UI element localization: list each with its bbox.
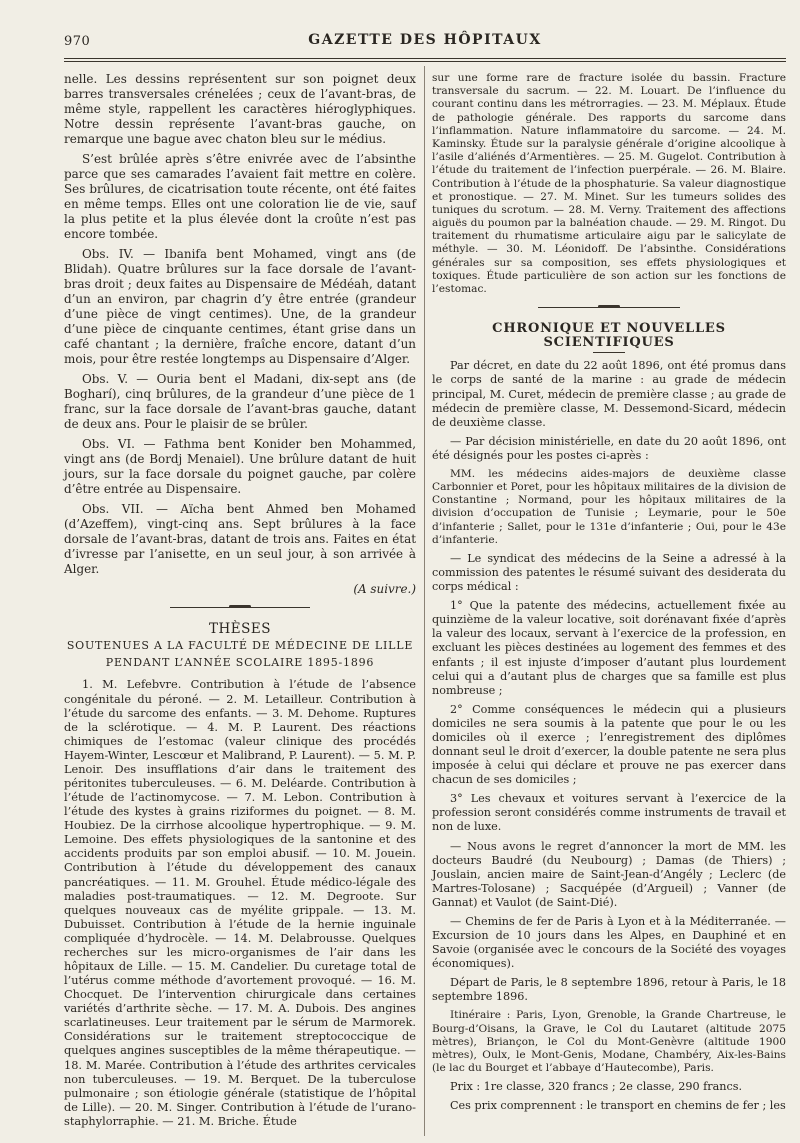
page-number: 970 [64,34,91,49]
section-ornament [432,302,786,314]
theses-subheading: SOUTENUES A LA FACULTÉ DE MÉDECINE DE LILLE [66,639,414,653]
observation-vii: Obs. VII. — Aïcha bent Ahmed ben Mohamed (d’Azeffem), vingt-cinq ans. Sept brûlures à la face dorsale de l’avant-bras, datant de trois ans. Faites en état d’ivresse par l’anisette, en un seul jour, à son arrivée à Alger. [64,501,416,576]
theses-list: 1. M. Lefebvre. Contribution à l’étude de l’absence congénitale du péroné. — 2. M. Letailleur. Contribution à l’étude du sarcome des enfants. — 3. M. Dehome. Ruptures de la sclérotique. — 4. M. P. Laurent. Des réactions chimiques de l’estomac (valeur clinique des procédés Hayem-Winter, Lescœur et Malibrand, P. Laurent). — 5. M. P. Lenoir. Des insufflations d’air dans le traitement des péritonites tuberculeuses. — 6. M. Deléarde. Contribution à l’étude de l’actinomycose. — 7. M. Lebon. Contribution à l’étude des kystes à grains riziformes du poignet. — 8. M. Houbiez. De la cirrhose alcoolique hypertrophique. — 9. M. Lemoine. Des effets physiologiques de la santonine et des accidents produits par son emploi abusif. — 10. M. Jouein. Contribution à l’étude du développement des canaux pancréatiques. — 11. M. Grouhel. Étude médico-légale des maladies post-traumatiques. — 12. M. Degroote. Sur quelques nouveaux cas de myélite grippale. — 13. M. Dubuisset. Contribution à l’étude de la hernie inguinale compliquée d’hydrocèle. — 14. M. Delabrousse. Quelques recherches sur les micro-organismes de l’air dans les hôpitaux de Lille. — 15. M. Candelier. Du curetage total de l’utérus comme méthode d’avortement provoqué. — 16. M. Chocquet. De l’intervention chirurgicale dans certaines variétés d’arthrite sèche. — 17. M. A. Dubois. Des angines scarlatineuses. Leur traitement par le sérum de Marmorek. Considérations sur le traitement streptococcique de quelques angines susceptibles de la même thérapeutique. — 18. M. Marée. Contribution à l’étude des arthrites cervicales non tuberculeuses. — 19. M. Berquet. De la tuberculose pulmonaire ; son étiologie générale (statistique de l’hôpital de Lille). — 20. M. Singer. Contribution à l’étude de l’urano-staphylorraphie. — 21. M. Briche. Étude [64,677,416,1128]
excursion-itinerary: Itinéraire : Paris, Lyon, Grenoble, la Grande Chartreuse, le Bourg-d’Oisans, la Grave, le Col du Lautaret (altitude 2075 mètres), Briançon, le Col du Mont-Genèvre (altitude 1900 mètres), Oulx, le Mont-Genis, Modane, Chambéry, Aix-les-Bains (le lac du Bourget et l’abbaye d’Hautecombe), Paris. [432,1009,786,1075]
left-column [64,72,416,1133]
paragraph: nelle. Les dessins représentent sur son poignet deux barres transversales crénelées ; ceux de l’avant-bras, de même style, rappellent les caractères hiéroglyphiques. Notre dessin représente l’avant-bras gauche, on remarque une bague avec chaton bleu sur le médius. [64,72,416,146]
excursion-price: Prix : 1re classe, 320 francs ; 2e classe, 290 francs. [450,1080,743,1094]
observation-vi: Obs. VI. — Fathma bent Konider ben Mohammed, vingt ans (de Bordj Menaiel). Une brûlure datant de huit jours, sur la face dorsale du poignet gauche, par colère d’être entrée au Dispensaire. [64,436,416,496]
observation-v: Obs. V. — Ouria bent el Madani, dix-sept ans (de Bogharí), cinq brûlures, de la grandeur d’une pièce de 1 franc, sur la face dorsale de l’avant-bras gauche, datant de deux ans. Pour le plaisir de se brûler. [64,371,416,431]
news-ministerial: — Par décision ministérielle, en date du 20 août 1896, ont été désignés pour les postes ci-après : [432,434,786,462]
desiderata-1: 1° Que la patente des médecins, actuellement fixée au quinzième de la valeur locative, soit dorénavant fixée d’après la valeur des locaux, servant à l’exercice de la profession, en excluant les pièces destinées au logement des femmes et des enfants ; il est injuste d’imposer d’autant plus lourdement celui qui a d’autant plus de charges que sa famille est plus nombreuse ; [432,599,786,697]
news-appointments: MM. les médecins aides-majors de deuxième classe Carbonnier et Poret, pour les hôpitaux militaires de la division de Constantine ; Normand, pour les hôpitaux militaires de la division d’occupation de Tunisie ; Leymarie, pour le 50e d’infanterie ; Sallet, pour le 131e d’infanterie ; Oui, pour le 43e d’infanterie. [432,467,786,546]
news-excursion: — Chemins de fer de Paris à Lyon et à la Méditerranée. — Excursion de 10 jours dans les Alpes, en Dauphiné et en Savoie (organisée avec le concours de la Société des voyages économiques). [432,914,786,971]
desiderata-2: 2° Comme conséquences le médecin qui a plusieurs domiciles ne sera soumis à la patente que pour le ou les domiciles où il exerce ; l’enregistrement des diplômes donnant seul le droit d’exercer, la double patente ne sera plus imposée à celui qui déclare et prouve ne pas exercer dans chacun de ses domiciles ; [432,702,786,787]
theses-subheading-year: PENDANT L’ANNÉE SCOLAIRE 1895-1896 [105,656,375,670]
theses-list-continued: sur une forme rare de fracture isolée du bassin. Fracture transversale du sacrum. — 22. M. Louart. De l’influence du courant continu dans les métrorragies. — 23. M. Méplaux. Étude de pathologie générale. Des rapports du sarcome dans l’inflammation. Nature inflammatoire du sarcome. — 24. M. Kaminsky. Étude sur la paralysie générale d’origine alcoolique à l’asile d’aliénés d’Armentières. — 25. M. Gugelot. Contribution à l’étude du traitement de l’infection puerpérale. — 26. M. Blaire. Contribution à l’étude de la phosphaturie. Sa valeur diagnostique et pronostique. — 27. M. Minet. Sur les tumeurs solides des tuniques du scrotum. — 28. M. Verny. Traitement des affections aiguës du poumon par la balnéation chaude. — 29. M. Ringot. Du traitement du rhumatisme articulaire aigu par le salicylate de méthyle. — 30. M. Léonidoff. De l’absinthe. Considérations générales sur sa composition, ses effets physiologiques et toxiques. Étude particulière de son action sur les fonctions de l’estomac. [432,72,786,295]
excursion-included: Ces prix comprennent : le transport en chemins de fer ; les [450,1099,786,1113]
chronicle-heading: CHRONIQUE ET NOUVELLES SCIENTIFIQUES [492,321,726,351]
section-ornament [64,602,416,614]
news-decree: Par décret, en date du 22 août 1896, ont été promus dans le corps de santé de la marine : au grade de médecin principal, M. Curet, médecin de première classe ; au grade de médecin de première classe, M. Dessemond-Sicard, médecin de deuxième classe. [432,359,786,429]
excursion-dates: Départ de Paris, le 8 septembre 1896, retour à Paris, le 18 septembre 1896. [432,976,786,1004]
heading-rule [593,352,625,353]
news-syndicate: — Le syndicat des médecins de la Seine a adressé à la commission des patentes le résumé suivant des desiderata du corps médical : [432,552,786,594]
desiderata-3: 3° Les chevaux et voitures servant à l’exercice de la profession seront considérés comme instruments de travail et non de luxe. [432,792,786,834]
column-divider [424,66,425,1136]
theses-heading: THÈSES [209,621,271,638]
header-rule [64,58,786,59]
header-rule-thin [64,61,786,62]
right-column [432,72,786,1118]
page-header [64,28,786,54]
paragraph: S’est brûlée après s’être enivrée avec de l’absinthe parce que ses camarades l’avaient fait mettre en colère. Ses brûlures, de cicatrisation toute récente, ont été faites en même temps. Elles ont une coloration lie de vie, sauf la plus petite et la plus élevée dont la croûte n’est pas encore tombée. [64,151,416,241]
news-obituary: — Nous avons le regret d’annoncer la mort de MM. les docteurs Baudré (du Neubourg) ; Damas (de Thiers) ; Jouslain, ancien maire de Saint-Jean-d’Angély ; Leclerc (de Martres-Tolosane) ; Sacquépée (d’Argueil) ; Vanner (de Gannat) et Vaulot (de Saint-Dié). [432,839,786,909]
observation-iv: Obs. IV. — Ibanifa bent Mohamed, vingt ans (de Blidah). Quatre brûlures sur la face dorsale de l’avant-bras droit ; deux faites au Dispensaire de Médéah, datant d’un an environ, par chagrin d’y être entrée (grandeur d’une pièce de vingt centimes). Une, de la grandeur d’une pièce de cinquante centimes, étant grise dans un café chantant ; la dernière, fraîche encore, datant d’un mois, pour être restée longtemps au Dispensaire d’Alger. [64,246,416,366]
journal-title: GAZETTE DES HÔPITAUX [308,32,542,48]
to-be-continued: (A suivre.) [353,581,416,596]
